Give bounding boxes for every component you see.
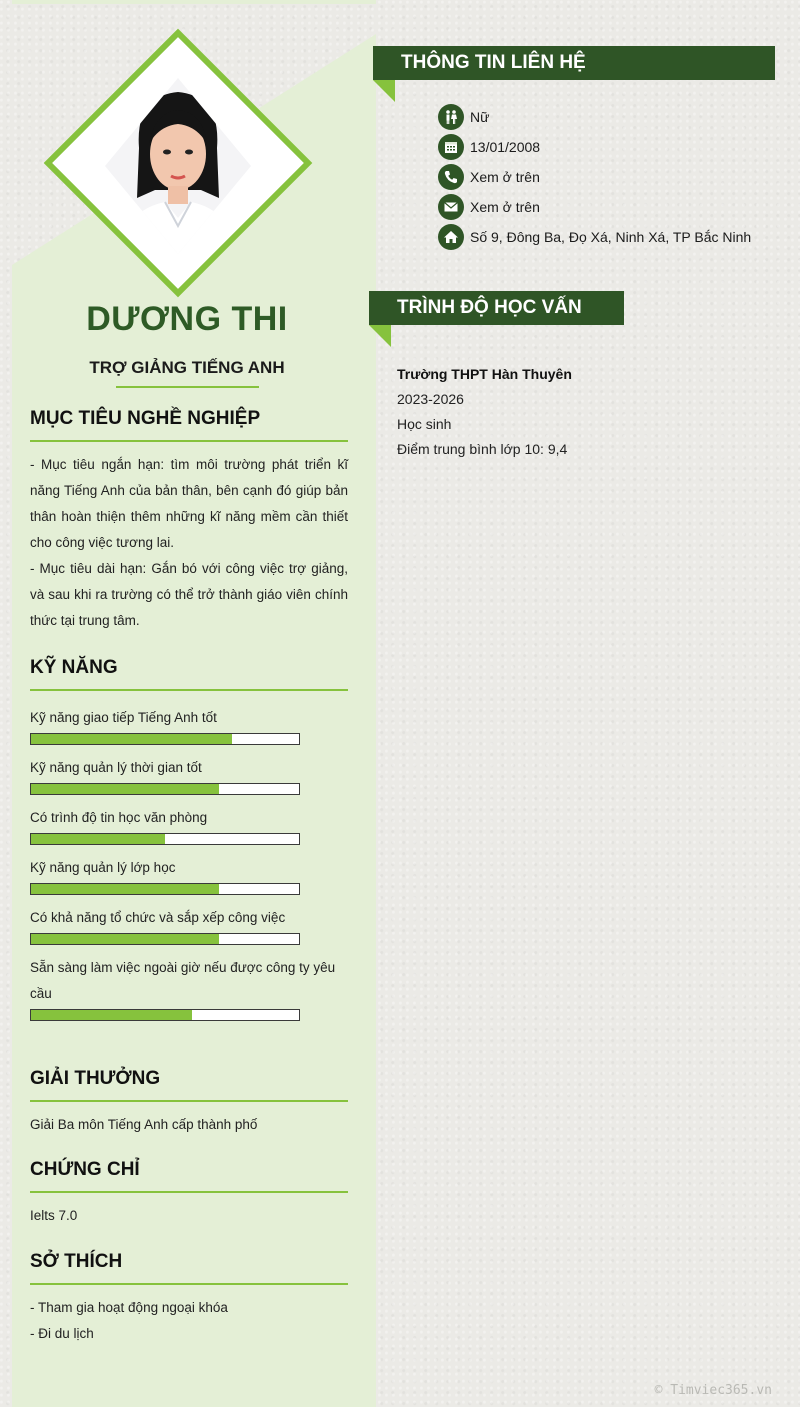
candidate-name: DƯƠNG THI: [86, 300, 288, 338]
skill-bar: [30, 783, 300, 795]
email-icon: [438, 194, 464, 220]
certificates-section: [30, 1159, 348, 1229]
education-school: Trường THPT Hàn Thuyên: [397, 366, 572, 382]
skill-bar: [30, 833, 300, 845]
skill-item: [30, 805, 348, 845]
skill-bar: [30, 1009, 300, 1021]
skill-bar: [30, 933, 300, 945]
education-period: 2023-2026: [397, 391, 464, 407]
contact-title: THÔNG TIN LIÊN HỆ: [401, 52, 586, 73]
calendar-icon: [438, 134, 464, 160]
skill-name: Kỹ năng quản lý lớp học: [30, 860, 176, 875]
skill-bar-fill: [31, 834, 165, 844]
education-title: TRÌNH ĐỘ HỌC VẤN: [397, 297, 582, 318]
skill-bar-fill: [31, 784, 219, 794]
phone-icon: [438, 164, 464, 190]
address-value: Số 9, Đông Ba, Đọ Xá, Ninh Xá, TP Bắc Ninh: [470, 229, 752, 245]
education-entry: [397, 362, 572, 462]
certificates-text: Ielts 7.0: [30, 1208, 78, 1223]
objective-title: MỤC TIÊU NGHỀ NGHIỆP: [30, 408, 348, 442]
skill-bar-fill: [31, 734, 232, 744]
skill-name: Sẵn sàng làm việc ngoài giờ nếu được công ty yêu cầu: [30, 960, 336, 1001]
watermark: © Timviec365.vn: [654, 1383, 772, 1398]
skill-item: [30, 855, 348, 895]
skill-bar-fill: [31, 934, 219, 944]
birthday-value: 13/01/2008: [470, 139, 541, 155]
skill-name: Kỹ năng quản lý thời gian tốt: [30, 760, 202, 775]
education-role: Học sinh: [397, 416, 452, 432]
job-title-divider: [116, 386, 259, 388]
contact-phone: [438, 162, 751, 192]
gender-value: Nữ: [470, 109, 490, 125]
hobbies-section: [30, 1251, 348, 1347]
objective-text: - Mục tiêu ngắn hạn: tìm môi trường phát triển kĩ năng Tiếng Anh của bản thân, bên cạnh đó giúp bản thân hoàn thiện thêm những kĩ năng mềm cần thiết cho công việc tương lai. - Mục tiêu dài hạn: Gắn bó với công việc trợ giảng, và sau khi ra trường có thể trở thành giáo viên chính thức tại trung tâm.: [30, 457, 348, 628]
skill-name: Có khả năng tổ chức và sắp xếp công việc: [30, 910, 286, 925]
phone-value: Xem ở trên: [470, 169, 540, 185]
hobby-item: - Đi du lịch: [30, 1326, 94, 1341]
contact-list: [438, 102, 751, 252]
education-header: [369, 291, 624, 325]
contact-header-fold: [373, 80, 395, 102]
education-score: Điểm trung bình lớp 10: 9,4: [397, 441, 568, 457]
left-panel-top-strip: [12, 0, 376, 4]
skill-bar-fill: [31, 884, 219, 894]
gender-icon: [438, 104, 464, 130]
skill-item: [30, 955, 348, 1021]
job-title: TRỢ GIẢNG TIẾNG ANH: [89, 358, 285, 377]
skill-item: [30, 705, 348, 745]
skill-item: [30, 905, 348, 945]
contact-birthday: [438, 132, 751, 162]
contact-header: [373, 46, 775, 80]
skill-bar: [30, 883, 300, 895]
awards-text: Giải Ba môn Tiếng Anh cấp thành phố: [30, 1117, 258, 1132]
skill-name: Có trình độ tin học văn phòng: [30, 810, 208, 825]
skills-section: [30, 657, 348, 1031]
objective-section: [30, 408, 348, 634]
skill-item: [30, 755, 348, 795]
skill-bar: [30, 733, 300, 745]
skill-name: Kỹ năng giao tiếp Tiếng Anh tốt: [30, 710, 217, 725]
home-icon: [438, 224, 464, 250]
awards-section: [30, 1068, 348, 1138]
email-value: Xem ở trên: [470, 199, 540, 215]
contact-gender: [438, 102, 751, 132]
skills-title: KỸ NĂNG: [30, 657, 348, 691]
skill-bar-fill: [31, 1010, 192, 1020]
education-header-fold: [369, 325, 391, 347]
contact-address: [438, 222, 751, 252]
hobbies-title: SỞ THÍCH: [30, 1251, 348, 1285]
contact-email: [438, 192, 751, 222]
certificates-title: CHỨNG CHỈ: [30, 1159, 348, 1193]
skills-list: [30, 705, 348, 1021]
awards-title: GIẢI THƯỞNG: [30, 1068, 348, 1102]
hobby-item: - Tham gia hoạt động ngoại khóa: [30, 1300, 228, 1315]
